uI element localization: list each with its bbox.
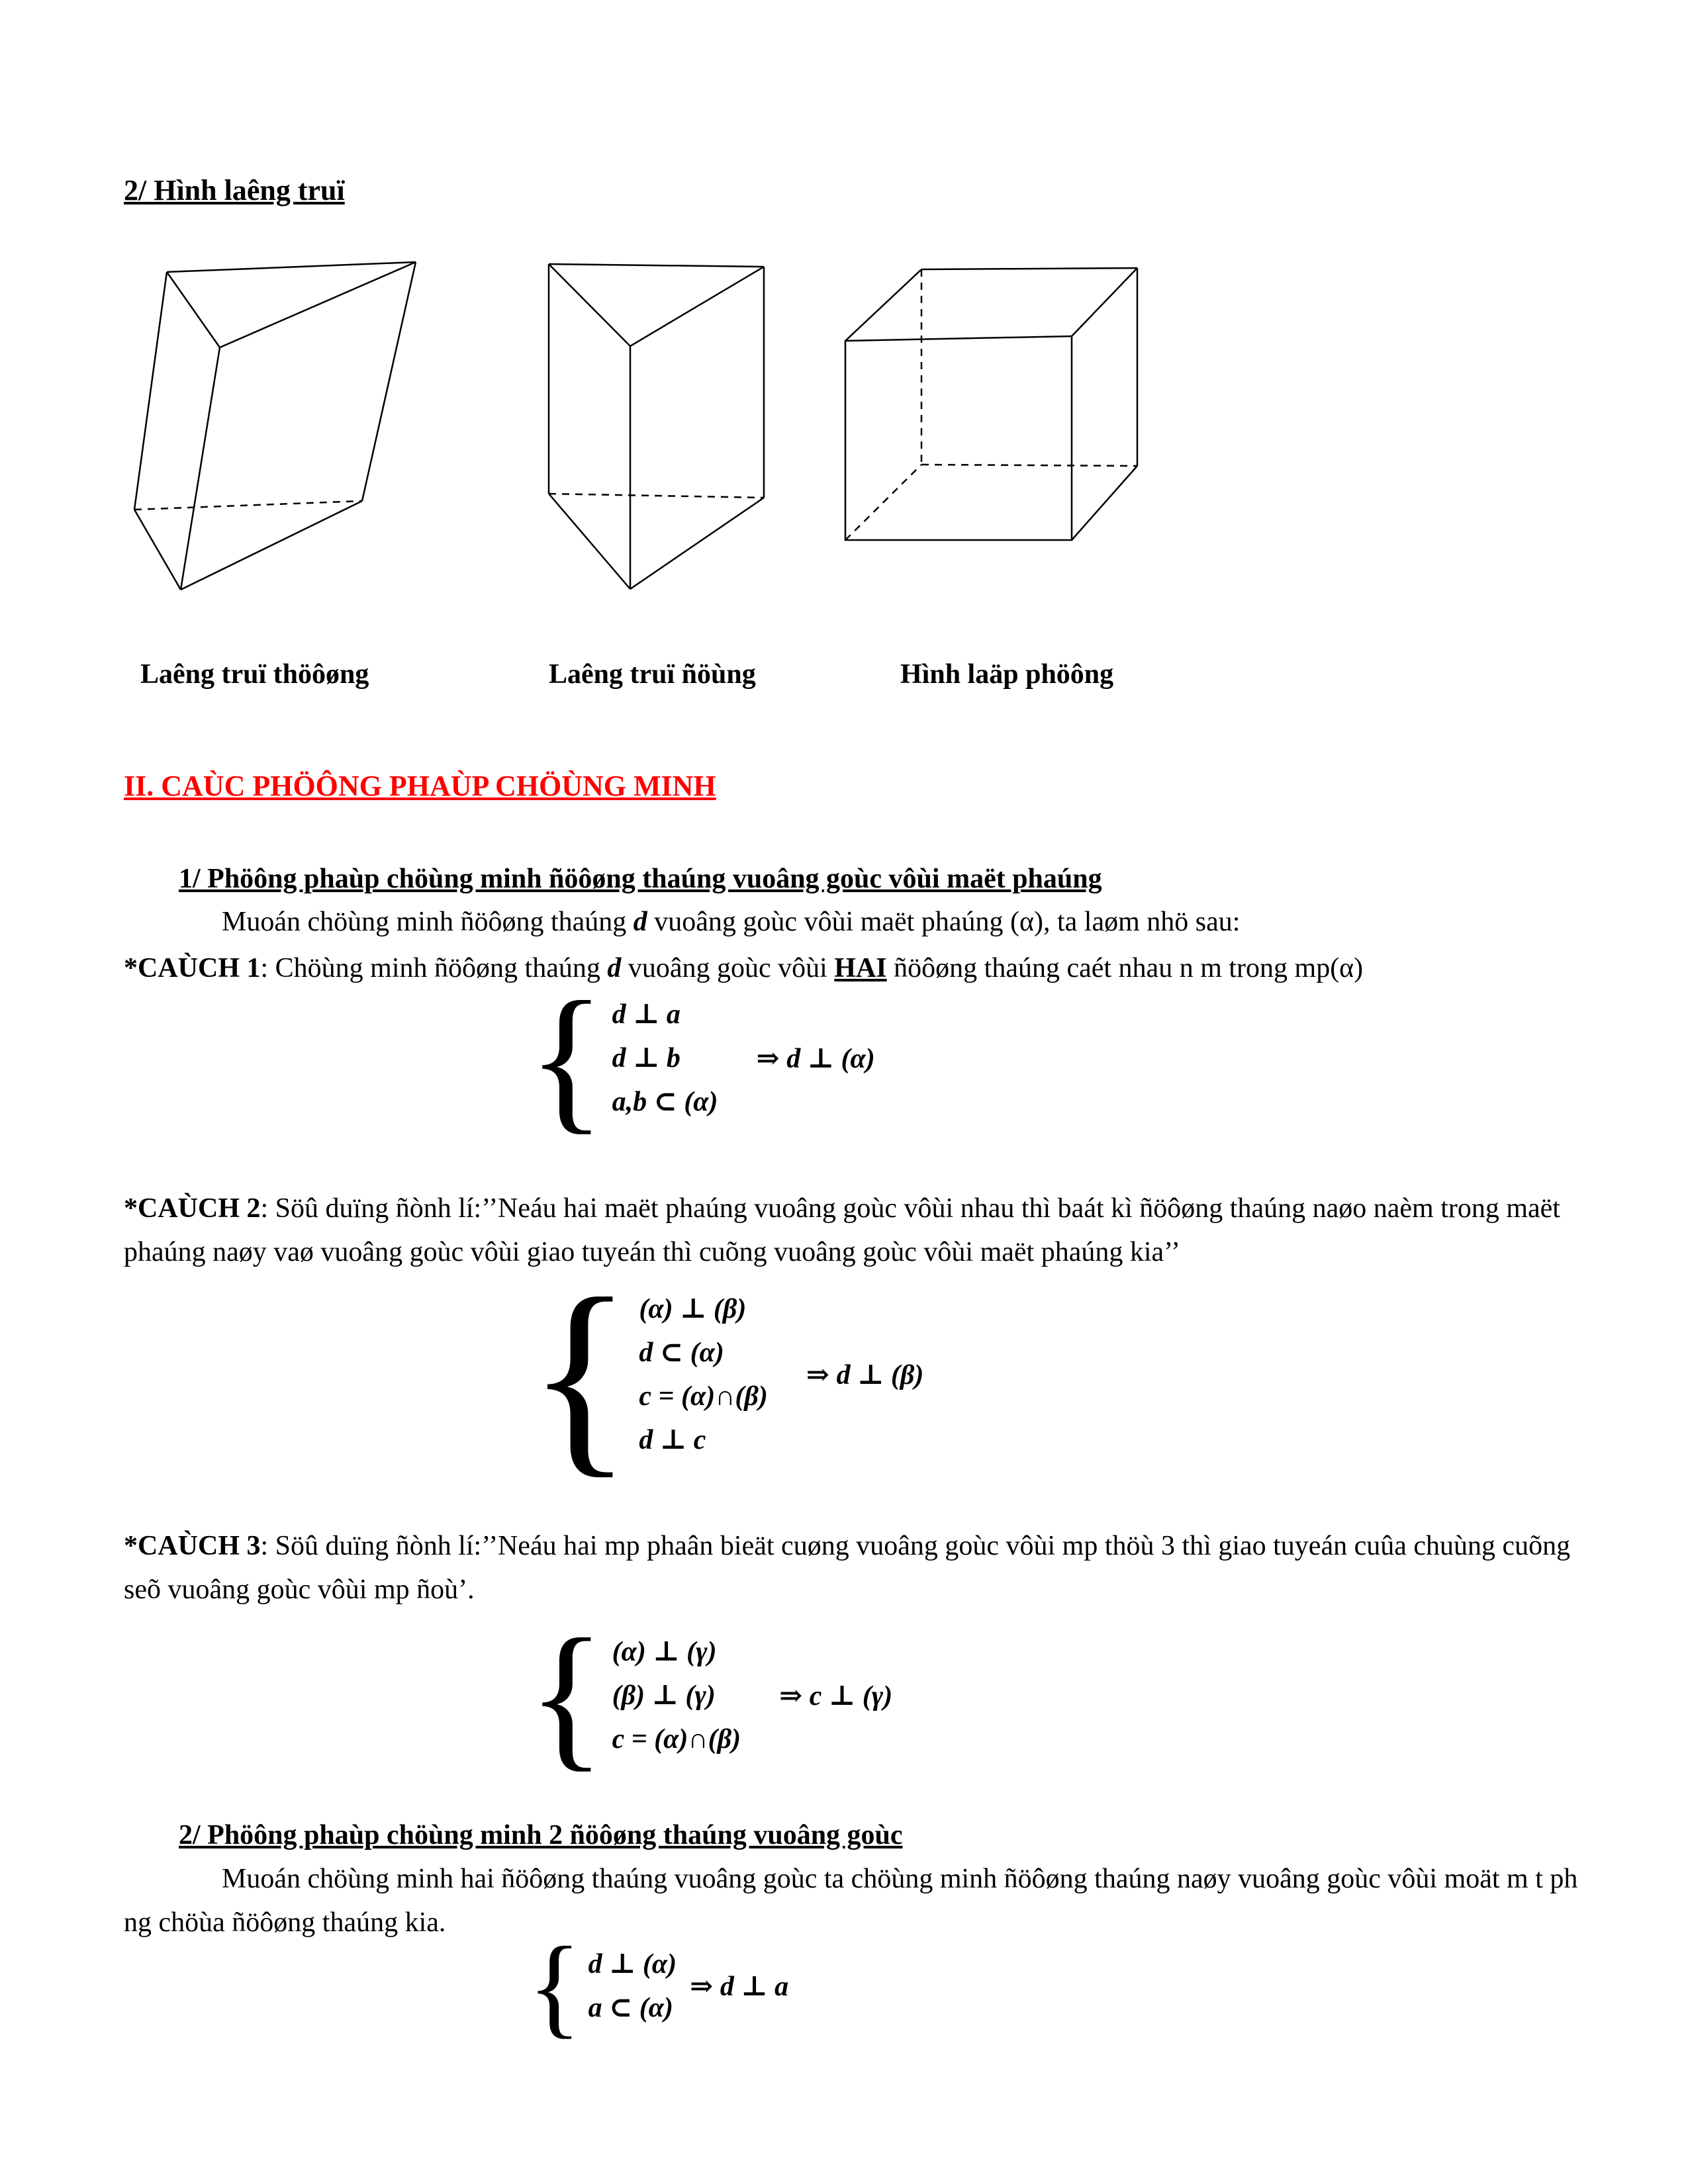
formula3-line-2: (β) ⊥ (γ) bbox=[612, 1680, 716, 1711]
cach3-label: *CAÙCH 3 bbox=[124, 1531, 261, 1561]
heading-section-ii: II. CAÙC PHÖÔNG PHAÙP CHÖÙNG MINH bbox=[124, 770, 716, 802]
cube-figure bbox=[844, 266, 1139, 547]
formula1-line-3: a,b ⊂ (α) bbox=[612, 1087, 718, 1117]
cach1-post: ñöôøng thaúng caét nhau n m trong mp(α) bbox=[886, 953, 1364, 983]
cach1-mid: vuoâng goùc vôùi bbox=[621, 953, 835, 983]
method1-intro bbox=[124, 900, 1610, 944]
formula1-line-1: d ⊥ a bbox=[612, 999, 680, 1030]
formula2-line-3: c = (α)∩(β) bbox=[639, 1381, 768, 1412]
caption-cube: Hình laäp phöông bbox=[900, 659, 1114, 690]
caption-right-prism: Laêng truï ñöùng bbox=[549, 659, 756, 690]
left-brace: { bbox=[528, 1253, 633, 1496]
method1-intro-var-d: d bbox=[633, 907, 647, 937]
left-brace: { bbox=[528, 1923, 582, 2048]
oblique-prism-figure bbox=[126, 253, 421, 594]
cach2-paragraph bbox=[124, 1187, 1610, 1274]
cach1-pre: : Chöùng minh ñöôøng thaúng bbox=[260, 953, 608, 983]
method1-intro-pre: Muoán chöùng minh ñöôøng thaúng bbox=[222, 907, 633, 937]
right-prism-figure bbox=[541, 260, 767, 591]
formula2-line-2: d ⊂ (α) bbox=[639, 1338, 724, 1368]
formula3-line-1: (α) ⊥ (γ) bbox=[612, 1637, 717, 1667]
method1-intro-post: vuoâng goùc vôùi maët phaúng (α), ta laøm nhö sau: bbox=[647, 907, 1241, 937]
cach2-text: : Söû duïng ñònh lí:’’Neáu hai maët phaúng vuoâng goùc vôùi nhau thì baát kì ñöôøng thaúng naøo naèm trong maët phaúng naøy vaø vuoâng goùc vôùi giao tuyeán thì cuõng vuoâng goùc vôùi maët phaúng kia’’ bbox=[124, 1193, 1560, 1267]
formula-method2 bbox=[528, 1923, 789, 2048]
cach1-label: *CAÙCH 1 bbox=[124, 953, 261, 983]
cach1-var-d: d bbox=[607, 953, 622, 983]
formula2-line-4: d ⊥ c bbox=[639, 1425, 706, 1455]
cach2-label: *CAÙCH 2 bbox=[124, 1193, 261, 1224]
formula-cach3 bbox=[528, 1605, 893, 1785]
formula1-conclusion: ⇒ d ⊥ (α) bbox=[756, 1044, 875, 1074]
method2-paragraph: Muoán chöùng minh hai ñöôøng thaúng vuoâng goùc ta chöùng minh ñöôøng thaúng naøy vuoâng goùc vôùi moät m t ph ng chöùa ñöôøng thaúng kia. bbox=[124, 1864, 1578, 1938]
formula2-conclusion: ⇒ d ⊥ (β) bbox=[806, 1360, 924, 1390]
heading-method-1: 1/ Phöông phaùp chöùng minh ñöôøng thaúng vuoâng goùc vôùi maët phaúng bbox=[179, 864, 1102, 894]
cach3-paragraph bbox=[124, 1524, 1610, 1612]
caption-oblique-prism: Laêng truï thöôøng bbox=[140, 659, 369, 690]
left-brace: { bbox=[528, 968, 606, 1148]
formula2-line-1: (α) ⊥ (β) bbox=[639, 1294, 747, 1324]
formula-cach2 bbox=[528, 1253, 924, 1496]
formula4-line-1: d ⊥ (α) bbox=[588, 1949, 677, 1979]
cach3-text: : Söû duïng ñònh lí:’’Neáu hai mp phaân bieät cuøng vuoâng goùc vôùi mp thöù 3 thì giao tuyeán cuûa chuùng cuõng seõ vuoâng goùc vôùi mp ñoù’. bbox=[124, 1531, 1571, 1605]
heading-method-2: 2/ Phöông phaùp chöùng minh 2 ñöôøng thaúng vuoâng goùc bbox=[179, 1820, 903, 1850]
cach1-paragraph bbox=[124, 946, 1610, 990]
left-brace: { bbox=[528, 1605, 606, 1785]
cach1-hai: HAI bbox=[834, 953, 887, 983]
formula3-conclusion: ⇒ c ⊥ (γ) bbox=[779, 1681, 893, 1711]
formula1-line-2: d ⊥ b bbox=[612, 1043, 680, 1073]
formula3-line-3: c = (α)∩(β) bbox=[612, 1724, 741, 1754]
heading-lang-tru: 2/ Hình laêng truï bbox=[124, 174, 345, 206]
formula4-line-2: a ⊂ (α) bbox=[588, 1993, 674, 2023]
formula4-conclusion: ⇒ d ⊥ a bbox=[690, 1972, 789, 2002]
